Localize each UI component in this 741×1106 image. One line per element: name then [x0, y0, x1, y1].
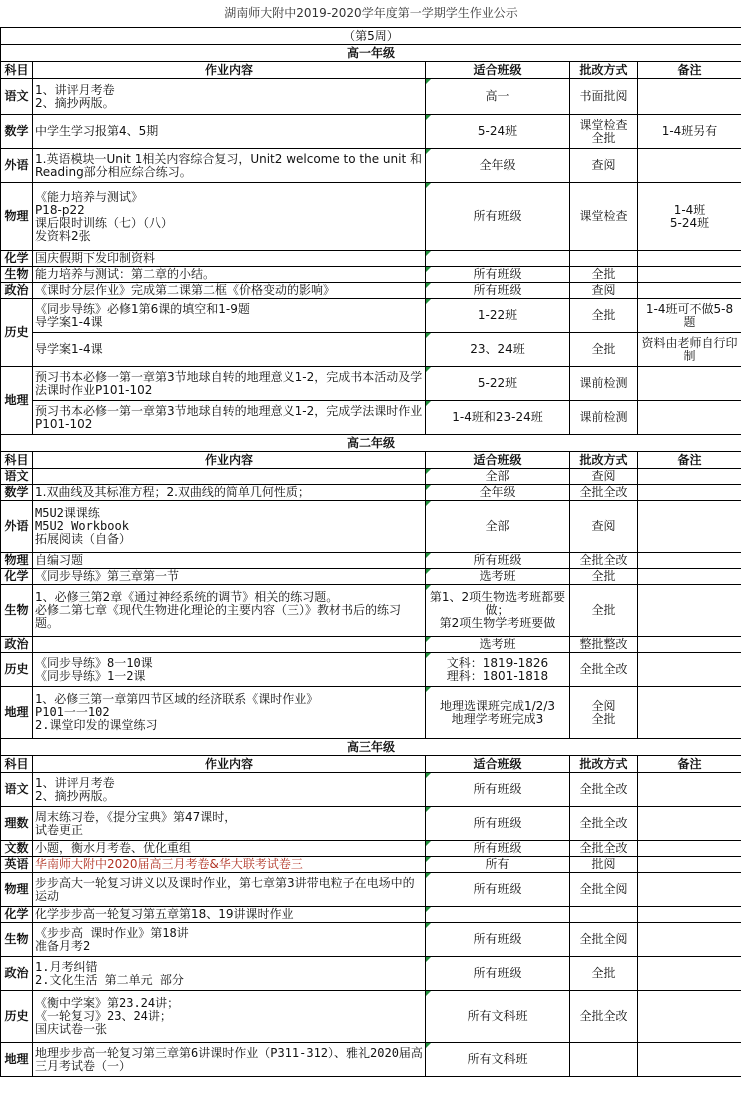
table-row: [1, 907, 741, 923]
content-cell: [33, 469, 426, 485]
method-cell: 查阅: [570, 283, 638, 299]
subject-cell: 化学: [1, 251, 33, 267]
method-cell: 书面批阅: [570, 79, 638, 115]
content-cell: 《能力培养与测试》 P18-p22 课后限时训练（七）（八） 发资料2张: [33, 183, 426, 251]
section-title: 高三年级: [1, 739, 741, 756]
subject-cell: 语文: [1, 79, 33, 115]
content-cell: 化学步步高一轮复习第五章第18、19讲课时作业: [33, 907, 426, 923]
table-row: [1, 115, 741, 149]
note-cell: 1-4班 5-24班: [638, 183, 741, 251]
method-cell: 全批全改: [570, 807, 638, 841]
subject-cell: 地理: [1, 367, 33, 435]
page-title: 湖南师大附中2019-2020学年度第一学期学生作业公示: [224, 6, 518, 20]
subject-cell: 生物: [1, 585, 33, 637]
section-title: 高二年级: [1, 435, 741, 452]
content-cell: 预习书本必修一第一章第3节地球自转的地理意义1-2，完成学法课时作业P101-102: [33, 401, 426, 435]
content-cell: 1、讲评月考卷 2、摘抄两版。: [33, 79, 426, 115]
section-title: 高一年级: [1, 45, 741, 62]
subject-cell: 语文: [1, 773, 33, 807]
table-row: [1, 267, 741, 283]
note-cell: [638, 637, 741, 653]
method-cell: 课前检测: [570, 367, 638, 401]
section-row: [1, 435, 741, 452]
note-cell: [638, 841, 741, 857]
classes-cell: 5-24班: [426, 115, 570, 149]
table-row: [1, 553, 741, 569]
method-cell: 全批全阅: [570, 873, 638, 907]
classes-cell: 所有班级: [426, 267, 570, 283]
note-cell: [638, 857, 741, 873]
content-cell: 预习书本必修一第一章第3节地球自转的地理意义1-2，完成书本活动及学法课时作业P101-102: [33, 367, 426, 401]
classes-cell: 所有文科班: [426, 1043, 570, 1077]
subject-cell: 历史: [1, 299, 33, 367]
note-cell: 资料由老师自行印制: [638, 333, 741, 367]
note-cell: [638, 991, 741, 1043]
method-cell: 课堂检查 全批: [570, 115, 638, 149]
method-cell: 全批全改: [570, 773, 638, 807]
header-subject: 科目: [1, 756, 33, 773]
method-cell: 全批: [570, 957, 638, 991]
method-cell: 批阅: [570, 857, 638, 873]
content-cell: 1.月考纠错 2.文化生活 第二单元 部分: [33, 957, 426, 991]
header-content: 作业内容: [33, 756, 426, 773]
method-cell: 全批全改: [570, 653, 638, 687]
table-row: [1, 923, 741, 957]
header-row: [1, 62, 741, 79]
header-method: 批改方式: [570, 452, 638, 469]
table-row: [1, 299, 741, 333]
table-row: [1, 637, 741, 653]
content-cell: 《步步高 课时作业》第18讲 准备月考2: [33, 923, 426, 957]
section-row: [1, 739, 741, 756]
content-cell: 《同步导练》必修1第6课的填空和1-9题 导学案1-4课: [33, 299, 426, 333]
classes-cell: 高一: [426, 79, 570, 115]
content-cell: 1、必修三第2章《通过神经系统的调节》相关的练习题。 必修二第七章《现代生物进化理论的主要内容（三）》教材书后的练习题。: [33, 585, 426, 637]
content-cell: 《衡中学案》第23.24讲； 《一轮复习》23、24讲； 国庆试卷一张: [33, 991, 426, 1043]
note-cell: [638, 79, 741, 115]
classes-cell: 全部: [426, 469, 570, 485]
classes-cell: 第1、2项生物选考班都要做； 第2项生物学考班要做: [426, 585, 570, 637]
classes-cell: 1-22班: [426, 299, 570, 333]
method-cell: 查阅: [570, 149, 638, 183]
content-cell: 能力培养与测试：第二章的小结。: [33, 267, 426, 283]
table-row: [1, 79, 741, 115]
method-cell: 课堂检查: [570, 183, 638, 251]
table-row: [1, 873, 741, 907]
method-cell: 全批全改: [570, 991, 638, 1043]
method-cell: 整批整改: [570, 637, 638, 653]
table-row: [1, 569, 741, 585]
content-cell: 地理步步高一轮复习第三章第6讲课时作业（P311-312）、雅礼2020届高三月考试卷（一）: [33, 1043, 426, 1077]
content-cell: 中学生学习报第4、5期: [33, 115, 426, 149]
subject-cell: 化学: [1, 907, 33, 923]
classes-cell: 所有班级: [426, 873, 570, 907]
note-cell: [638, 251, 741, 267]
subject-cell: 外语: [1, 149, 33, 183]
note-cell: [638, 807, 741, 841]
method-cell: 全批全改: [570, 841, 638, 857]
subject-cell: 化学: [1, 569, 33, 585]
content-cell: 《同步导练》8一10课 《同步导练》1一2课: [33, 653, 426, 687]
subject-cell: 文数: [1, 841, 33, 857]
note-cell: [638, 1043, 741, 1077]
classes-cell: 全部: [426, 501, 570, 553]
note-cell: [638, 653, 741, 687]
note-cell: [638, 283, 741, 299]
table-row: [1, 653, 741, 687]
subject-cell: 语文: [1, 469, 33, 485]
table-row: [1, 251, 741, 267]
header-classes: 适合班级: [426, 452, 570, 469]
content-cell: 步步高大一轮复习讲义以及课时作业，第七章第3讲带电粒子在电场中的运动: [33, 873, 426, 907]
content-cell: 《同步导练》第三章第一节: [33, 569, 426, 585]
content-cell: 1.英语模块一Unit 1相关内容综合复习，Unit2 welcome to the unit 和Reading部分相应综合练习。: [33, 149, 426, 183]
method-cell: 全批: [570, 299, 638, 333]
table-row: [1, 485, 741, 501]
note-cell: [638, 553, 741, 569]
classes-cell: 所有班级: [426, 773, 570, 807]
header-row: [1, 452, 741, 469]
content-cell: 国庆假期下发印制资料: [33, 251, 426, 267]
method-cell: 全批: [570, 333, 638, 367]
table-row: [1, 991, 741, 1043]
table-row: [1, 773, 741, 807]
week-label: （第5周）: [1, 28, 741, 45]
table-row: [1, 283, 741, 299]
classes-cell: 5-22班: [426, 367, 570, 401]
method-cell: 全批: [570, 569, 638, 585]
subject-cell: 理数: [1, 807, 33, 841]
method-cell: [570, 251, 638, 267]
classes-cell: 全年级: [426, 149, 570, 183]
classes-cell: 所有班级: [426, 841, 570, 857]
classes-cell: [426, 251, 570, 267]
classes-cell: 文科：1819-1826 理科：1801-1818: [426, 653, 570, 687]
table-row: [1, 367, 741, 401]
method-cell: 查阅: [570, 501, 638, 553]
note-cell: [638, 267, 741, 283]
header-content: 作业内容: [33, 452, 426, 469]
classes-cell: 全年级: [426, 485, 570, 501]
note-cell: [638, 367, 741, 401]
method-cell: 全批: [570, 267, 638, 283]
classes-cell: 所有文科班: [426, 991, 570, 1043]
classes-cell: 选考班: [426, 637, 570, 653]
content-cell: 1、必修三第一章第四节区域的经济联系《课时作业》 P101一一102 2.课堂印发的课堂练习: [33, 687, 426, 739]
note-cell: [638, 687, 741, 739]
header-note: 备注: [638, 62, 741, 79]
subject-cell: 物理: [1, 553, 33, 569]
subject-cell: 英语: [1, 857, 33, 873]
subject-cell: 物理: [1, 873, 33, 907]
header-content: 作业内容: [33, 62, 426, 79]
note-cell: [638, 957, 741, 991]
method-cell: 全阅 全批: [570, 687, 638, 739]
header-note: 备注: [638, 452, 741, 469]
header-subject: 科目: [1, 62, 33, 79]
method-cell: 全批全改: [570, 553, 638, 569]
method-cell: [570, 907, 638, 923]
content-cell: 华南师大附中2020届高三月考卷&华大联考试卷三: [33, 857, 426, 873]
content-cell: M5U2课课练 M5U2 Workbook 拓展阅读（自备）: [33, 501, 426, 553]
header-method: 批改方式: [570, 62, 638, 79]
note-cell: [638, 569, 741, 585]
subject-cell: 外语: [1, 501, 33, 553]
subject-cell: 地理: [1, 1043, 33, 1077]
note-cell: [638, 585, 741, 637]
content-cell: 小题，衡水月考卷、优化重组: [33, 841, 426, 857]
classes-cell: 选考班: [426, 569, 570, 585]
classes-cell: 23、24班: [426, 333, 570, 367]
table-row: [1, 585, 741, 637]
classes-cell: 所有班级: [426, 807, 570, 841]
note-cell: [638, 501, 741, 553]
subject-cell: 物理: [1, 183, 33, 251]
note-cell: 1-4班另有: [638, 115, 741, 149]
table-row: [1, 333, 741, 367]
classes-cell: 所有班级: [426, 923, 570, 957]
table-row: [1, 687, 741, 739]
table-row: [1, 957, 741, 991]
classes-cell: [426, 907, 570, 923]
content-cell: 1.双曲线及其标准方程；2.双曲线的简单几何性质；: [33, 485, 426, 501]
header-classes: 适合班级: [426, 756, 570, 773]
subject-cell: 历史: [1, 653, 33, 687]
table-row: [1, 807, 741, 841]
table-row: [1, 857, 741, 873]
subject-cell: 生物: [1, 267, 33, 283]
title-row: [1, 0, 741, 28]
table-row: [1, 183, 741, 251]
subject-cell: 生物: [1, 923, 33, 957]
note-cell: [638, 773, 741, 807]
note-cell: [638, 907, 741, 923]
header-method: 批改方式: [570, 756, 638, 773]
note-cell: [638, 469, 741, 485]
content-cell: 周末练习卷，《提分宝典》第47课时， 试卷更正: [33, 807, 426, 841]
note-cell: 1-4班可不做5-8题: [638, 299, 741, 333]
classes-cell: 所有班级: [426, 957, 570, 991]
classes-cell: 1-4班和23-24班: [426, 401, 570, 435]
header-row: [1, 756, 741, 773]
note-cell: [638, 923, 741, 957]
method-cell: 课前检测: [570, 401, 638, 435]
method-cell: 查阅: [570, 469, 638, 485]
section-row: [1, 45, 741, 62]
classes-cell: 所有班级: [426, 183, 570, 251]
classes-cell: 地理选课班完成1/2/3 地理学考班完成3: [426, 687, 570, 739]
table-row: [1, 469, 741, 485]
table-row: [1, 149, 741, 183]
table-row: [1, 1043, 741, 1077]
content-cell: [33, 637, 426, 653]
note-cell: [638, 401, 741, 435]
subject-cell: 数学: [1, 115, 33, 149]
header-note: 备注: [638, 756, 741, 773]
note-cell: [638, 149, 741, 183]
table-row: [1, 841, 741, 857]
subject-cell: 数学: [1, 485, 33, 501]
classes-cell: 所有班级: [426, 283, 570, 299]
method-cell: 全批全阅: [570, 923, 638, 957]
header-subject: 科目: [1, 452, 33, 469]
classes-cell: 所有班级: [426, 553, 570, 569]
method-cell: 全批全改: [570, 485, 638, 501]
week-row: [1, 28, 741, 45]
subject-cell: 政治: [1, 957, 33, 991]
content-cell: 《课时分层作业》完成第二课第二框《价格变动的影响》: [33, 283, 426, 299]
content-cell: 自编习题: [33, 553, 426, 569]
classes-cell: 所有: [426, 857, 570, 873]
method-cell: 全批: [570, 585, 638, 637]
note-cell: [638, 873, 741, 907]
subject-cell: 政治: [1, 283, 33, 299]
table-row: [1, 401, 741, 435]
subject-cell: 历史: [1, 991, 33, 1043]
subject-cell: 地理: [1, 687, 33, 739]
method-cell: [570, 1043, 638, 1077]
header-classes: 适合班级: [426, 62, 570, 79]
subject-cell: 政治: [1, 637, 33, 653]
note-cell: [638, 485, 741, 501]
table-row: [1, 501, 741, 553]
content-cell: 1、讲评月考卷 2、摘抄两版。: [33, 773, 426, 807]
content-cell: 导学案1-4课: [33, 333, 426, 367]
